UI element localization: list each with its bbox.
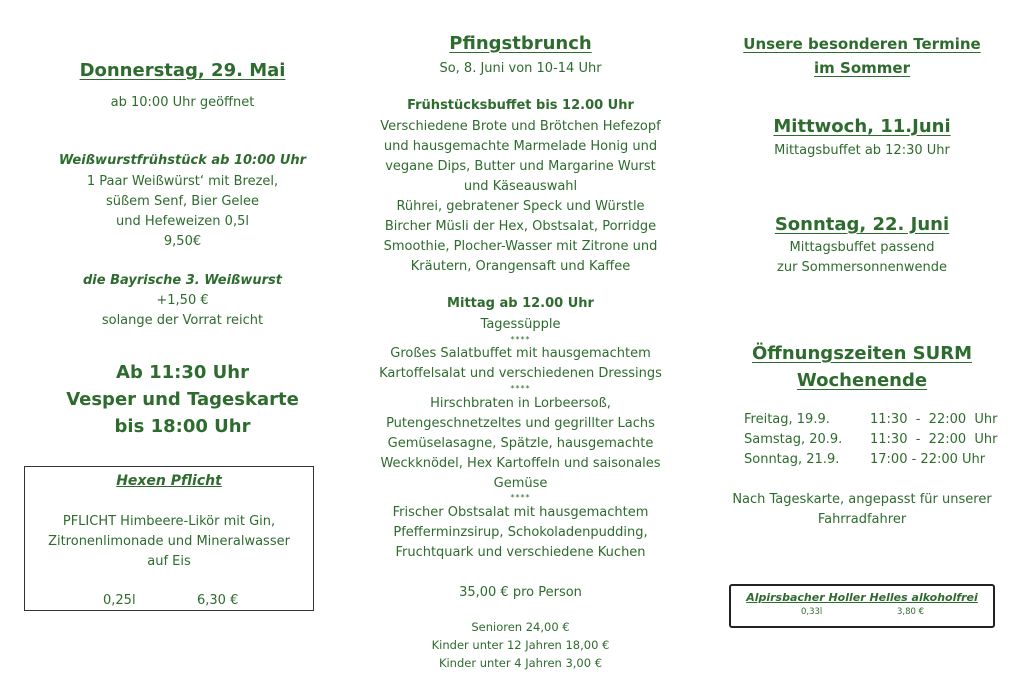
weisswurst-breakfast-details	[40, 172, 325, 252]
third-weisswurst-title: die Bayrische 3. Weißwurst	[82, 273, 283, 288]
holler-helles-price: 3,80 €	[897, 607, 925, 617]
third-weisswurst-details	[40, 291, 325, 331]
menu-line: Hirschbraten in Lorbeersoß,	[430, 396, 611, 411]
salad-buffet	[368, 344, 673, 384]
opening-hours-table	[744, 410, 998, 470]
menu-line: Kräutern, Orangensaft und Kaffee	[410, 259, 631, 274]
lunch-title: Mittag ab 12.00 Uhr	[447, 296, 594, 311]
hours-note	[712, 490, 1012, 530]
discount-prices	[368, 618, 673, 672]
separator: ****	[510, 384, 531, 393]
hexen-pflicht-price: 6,30 €	[197, 593, 239, 608]
menu-line: Gemüse	[493, 476, 548, 491]
hours-time: 11:30 - 22:00 Uhr	[870, 412, 998, 427]
detail-line: PFLICHT Himbeere-Likör mit Gin,	[62, 514, 276, 529]
detail-line: solange der Vorrat reicht	[101, 313, 264, 328]
vesper-line: Ab 11:30 Uhr	[116, 362, 249, 383]
hexen-pflicht-box	[24, 466, 314, 611]
detail-line: zur Sommersonnenwende	[777, 260, 947, 275]
detail-line: auf Eis	[147, 554, 191, 569]
hours-day: Sonntag, 21.9.	[744, 452, 840, 467]
menu-line: Putengeschnetzeltes und gegrillter Lachs	[386, 416, 655, 431]
hours-day: Samstag, 20.9.	[744, 432, 843, 447]
discount-line: Kinder unter 12 Jahren 18,00 €	[431, 638, 610, 652]
hexen-pflicht-title: Hexen Pflicht	[116, 473, 222, 489]
note-line: Fahrradfahrer	[817, 512, 907, 527]
breakfast-buffet-title: Frühstücksbuffet bis 12.00 Uhr	[407, 98, 634, 113]
menu-line: Weckknödel, Hex Kartoffeln und saisonales	[380, 456, 661, 471]
sunday-event-text	[712, 238, 1012, 278]
opening-hours-title	[712, 340, 1012, 394]
main-dishes	[368, 394, 673, 494]
menu-line: Kartoffelsalat und verschiedenen Dressings	[379, 366, 662, 381]
title-line: Öffnungszeiten SURM	[751, 343, 973, 364]
hexen-pflicht-description	[25, 512, 313, 572]
separator: ****	[510, 335, 531, 344]
pfingstbrunch-title: Pfingstbrunch	[449, 33, 592, 54]
brunch-price: 35,00 € pro Person	[459, 585, 582, 600]
menu-line: Frischer Obstsalat mit hausgemachtem	[392, 505, 649, 520]
detail-line: Zitronenlimonade und Mineralwasser	[48, 534, 290, 549]
hours-time: 17:00 - 22:00 Uhr	[870, 452, 986, 467]
holler-helles-box	[729, 584, 995, 628]
weisswurst-breakfast-title: Weißwurstfrühstück ab 10:00 Uhr	[58, 153, 307, 168]
hours-row	[744, 430, 998, 450]
detail-line: Mittagsbuffet passend	[789, 240, 935, 255]
menu-line: Bircher Müsli der Hex, Obstsalat, Porridge	[384, 219, 657, 234]
discount-line: Kinder unter 4 Jahren 3,00 €	[438, 656, 603, 670]
opening-time: ab 10:00 Uhr geöffnet	[110, 95, 255, 110]
holler-helles-title: Alpirsbacher Holler Helles alkoholfrei	[746, 591, 978, 604]
menu-line: Pfefferminzsirup, Schokoladenpudding,	[393, 525, 648, 540]
price: 9,50€	[163, 234, 202, 249]
menu-line: Großes Salatbuffet mit hausgemachtem	[390, 346, 651, 361]
wednesday-event-title: Mittwoch, 11.Juni	[773, 116, 951, 137]
hours-row	[744, 450, 998, 470]
menu-line: vegane Dips, Butter und Margarine Wurst	[385, 159, 656, 174]
desserts	[368, 503, 673, 563]
hours-row	[744, 410, 998, 430]
menu-line: Smoothie, Plocher-Wasser mit Zitrone und	[383, 239, 658, 254]
wednesday-event-text: Mittagsbuffet ab 12:30 Uhr	[774, 143, 950, 158]
holler-helles-size: 0,33l	[801, 607, 823, 617]
menu-line: Verschiedene Brote und Brötchen Hefezopf	[380, 119, 661, 134]
breakfast-buffet-list	[368, 117, 673, 277]
discount-line: Senioren 24,00 €	[471, 620, 570, 634]
vesper-line: bis 18:00 Uhr	[114, 416, 251, 437]
title-line: im Sommer	[814, 59, 910, 77]
menu-line: Gemüselasagne, Spätzle, hausgemachte	[387, 436, 654, 451]
detail-line: +1,50 €	[156, 293, 209, 308]
vesper-line: Vesper und Tageskarte	[66, 389, 299, 410]
special-dates-title	[712, 32, 1012, 80]
detail-line: süßem Senf, Bier Gelee	[105, 194, 259, 209]
hours-time: 11:30 - 22:00 Uhr	[870, 432, 998, 447]
menu-line: Fruchtquark und verschiedene Kuchen	[395, 545, 646, 560]
menu-line: und Käseauswahl	[463, 179, 578, 194]
detail-line: 1 Paar Weißwürst‘ mit Brezel,	[86, 174, 279, 189]
menu-line: und hausgemachte Marmelade Honig und	[383, 139, 658, 154]
vesper-block	[40, 359, 325, 440]
separator: ****	[510, 493, 531, 502]
thursday-date-title: Donnerstag, 29. Mai	[79, 60, 286, 81]
title-line: Unsere besonderen Termine	[743, 35, 981, 53]
brunch-date: So, 8. Juni von 10-14 Uhr	[439, 61, 602, 76]
title-line: Wochenende	[796, 370, 928, 391]
lunch-soup: Tagessüpple	[480, 317, 561, 332]
menu-line: Rührei, gebratener Speck und Würstle	[396, 199, 645, 214]
hexen-pflicht-size: 0,25l	[103, 593, 136, 608]
detail-line: und Hefeweizen 0,5l	[116, 214, 249, 229]
hours-day: Freitag, 19.9.	[744, 412, 830, 427]
sunday-event-title: Sonntag, 22. Juni	[774, 214, 950, 235]
note-line: Nach Tageskarte, angepasst für unserer	[732, 492, 992, 507]
